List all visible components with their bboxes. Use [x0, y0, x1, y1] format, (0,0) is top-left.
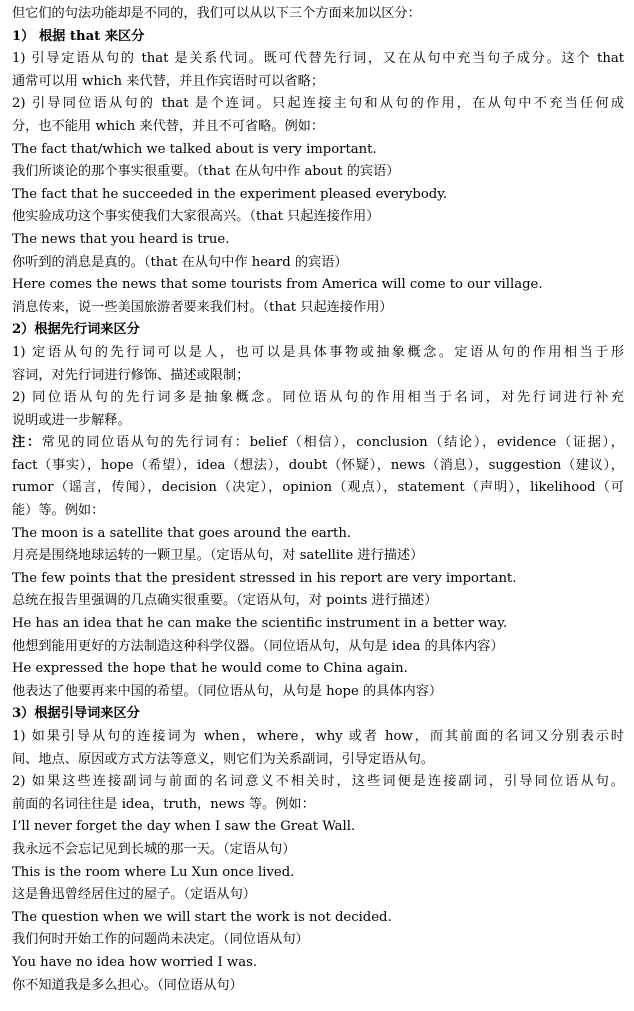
note-line-2: fact（事实），hope（希望），idea（想法），doubt（怀疑），news（消息），suggestion（建议）， — [12, 457, 624, 473]
section-2-para-1-line-2: 容词，对先行词进行修饰、描述或限制； — [12, 367, 250, 383]
example-zh: 你听到的消息是真的。（that 在从句中作 heard 的宾语） — [12, 254, 348, 270]
example-en: The fact that he succeeded in the experiment pleased everybody. — [12, 186, 448, 202]
example-en: He has an idea that he can make the scientific instrument in a better way. — [12, 616, 508, 632]
section-1-para-2-line-1: 2) 引导同位语从句的 that 是个连词。只起连接主句和从句的作用，在从句中不充当任何成 — [12, 96, 624, 112]
example-en: You have no idea how worried I was. — [12, 954, 258, 970]
note-line-3: rumor（谣言，传闻），decision（决定），opinion（观点），statement（声明），likelihood（可 — [12, 480, 624, 496]
section-1-para-2-line-2: 分，也不能用 which 来代替，并且不可省略。例如： — [12, 118, 325, 134]
section-3-para-1-line-1: 1) 如果引导从句的连接词为 when，where，why 或者 how，而其前面的名词又分别表示时 — [12, 729, 624, 744]
example-en: The few points that the president stressed in his report are very important. — [12, 570, 517, 586]
note-line-4: 能）等。例如： — [12, 503, 105, 519]
example-en: The fact that/which we talked about is very important. — [12, 141, 377, 157]
example-en: Here comes the news that some tourists from America will come to our village. — [12, 277, 543, 293]
example-en: I’ll never forget the day when I saw the Great Wall. — [12, 819, 356, 835]
note-label: 注： — [12, 435, 42, 451]
example-zh: 消息传来，说一些美国旅游者要来我们村。（that 只起连接作用） — [12, 299, 393, 315]
section-3-para-2-line-2: 前面的名词往往是 idea，truth，news 等。例如： — [12, 796, 315, 812]
example-en: This is the room where Lu Xun once lived. — [12, 864, 295, 880]
section-1-para-1-line-2: 通常可以用 which 来代替，并且作宾语时可以省略； — [12, 73, 325, 89]
section-1-para-1-line-1: 1) 引导定语从句的 that 是关系代词。既可代替先行词，又在从句中充当句子成分。这个 that — [12, 51, 624, 67]
section-3-heading: 3）根据引导词来区分 — [12, 706, 140, 722]
example-en: The question when we will start the work is not decided. — [12, 909, 392, 925]
example-zh: 他想到能用更好的方法制造这种科学仪器。（同位语从句，从句是 idea 的具体内容） — [12, 638, 504, 654]
example-zh: 你不知道我是多么担心。（同位语从句） — [12, 977, 243, 993]
section-1-heading: 1） 根据 that 来区分 — [12, 28, 145, 44]
example-zh: 他实验成功这个事实使我们大家很高兴。（that 只起连接作用） — [12, 209, 380, 225]
example-en: The moon is a satellite that goes around the earth. — [12, 525, 352, 541]
section-3-para-1-line-2: 间、地点、原因或方式方法等意义，则它们为关系副词，引导定语从句。 — [12, 751, 434, 767]
section-2-heading: 2）根据先行词来区分 — [12, 322, 140, 338]
example-en: The news that you heard is true. — [12, 231, 230, 247]
section-2-para-1-line-1: 1) 定语从句的先行词可以是人，也可以是具体事物或抽象概念。定语从句的作用相当于形 — [12, 344, 624, 360]
example-zh: 月亮是围绕地球运转的一颗卫星。（定语从句，对 satellite 进行描述） — [12, 548, 424, 564]
example-zh: 我们何时开始工作的问题尚未决定。（同位语从句） — [12, 932, 309, 948]
example-zh: 我永远不会忘记见到长城的那一天。（定语从句） — [12, 841, 296, 857]
note-text: 常见的同位语从句的先行词有：belief（相信），conclusion（结论），evidence（证据）， — [41, 435, 624, 451]
section-2-para-2-line-1: 2) 同位语从句的先行词多是抽象概念。同位语从句的作用相当于名词，对先行词进行补充 — [12, 390, 624, 406]
note-line-1 — [12, 432, 624, 455]
example-zh: 我们所谈论的那个事实很重要。（that 在从句中作 about 的宾语） — [12, 164, 400, 180]
example-zh: 他表达了他要再来中国的希望。（同位语从句，从句是 hope 的具体内容） — [12, 683, 443, 699]
section-2-para-2-line-2: 说明或进一步解释。 — [12, 412, 131, 428]
example-zh: 总统在报告里强调的几点确实很重要。（定语从句，对 points 进行描述） — [12, 593, 438, 609]
intro-line: 但它们的句法功能却是不同的，我们可以从以下三个方面来加以区分： — [12, 6, 421, 21]
section-3-para-2-line-1: 2) 如果这些连接副词与前面的名词意义不相关时，这些词便是连接副词，引导同位语从句。 — [12, 774, 624, 790]
example-zh: 这是鲁迅曾经居住过的屋子。（定语从句） — [12, 887, 256, 903]
example-en: He expressed the hope that he would come to China again. — [12, 661, 408, 677]
